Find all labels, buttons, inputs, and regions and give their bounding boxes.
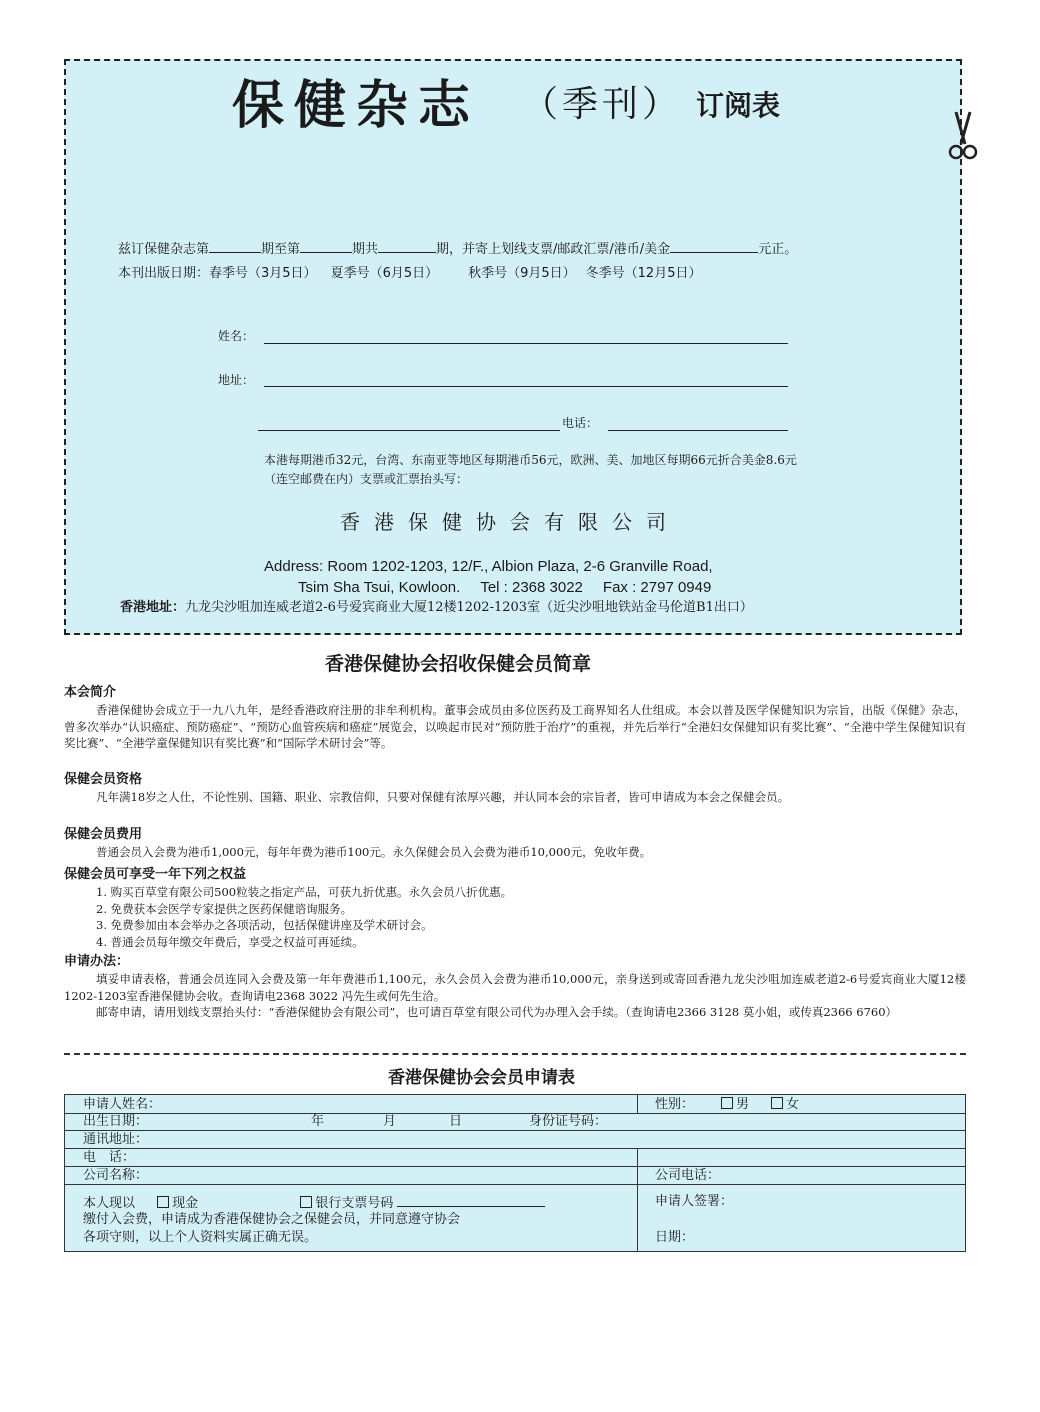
checkbox-icon[interactable] [771, 1097, 783, 1109]
declaration-line-2: 各项守则，以上个人资料实属正确无误。 [83, 1230, 318, 1245]
benefits-list [64, 884, 966, 950]
date-label: 日期： [655, 1230, 695, 1245]
gender-male-option[interactable]: 男 [721, 1097, 749, 1113]
company-phone-label: 公司电话： [655, 1168, 721, 1183]
scissors-icon [946, 110, 980, 162]
cash-checkbox-icon[interactable] [157, 1196, 169, 1208]
application-form [64, 1094, 966, 1252]
dob-year: 年 [311, 1114, 325, 1129]
apply-text-1: 填妥申请表格，普通会员连同入会费及第一年年费港币1,100元，永久会员入会费为港币10,000元，亲身送到或寄回香港九龙尖沙咀加连威老道2-6号爱宾商业大厦12楼1202-1203室香港保健协会收。查询请电2368 3022 冯先生或何先生洽。 [64, 972, 966, 1003]
gender-label: 性别： [655, 1097, 695, 1112]
row-divider [65, 1113, 965, 1114]
dob-day: 日 [449, 1114, 463, 1129]
subscription-line: 兹订保健杂志第 期至第 期共 期，并寄上划线支票/邮政汇票/港币/美金 元正。 [118, 242, 798, 257]
application-title: 香港保健协会会员申请表 [388, 1068, 575, 1088]
intro-text: 香港保健协会成立于一九八九年，是经香港政府注册的非牟利机构。董事会成员由多位医药及工商界知名人仕组成。本会以普及医学保健知识为宗旨，出版《保健》杂志，曾多次举办“认识癌症、预防癌症”、“预防心血管疾病和癌症”展览会，以唤起市民对“预防胜于治疗”的重视，并先后举行“全港妇女保健知识有奖比赛”、“全港中学生保健知识有奖比赛”、“全港学童保健知识有奖比赛”和“国际学术研讨会”等。 [64, 703, 966, 750]
col-divider [637, 1148, 638, 1252]
row-divider [65, 1166, 965, 1167]
benefit-item: 4. 普通会员每年缴交年费后，享受之权益可再延续。 [96, 934, 364, 949]
benefit-item: 1. 购买百草堂有限公司500粒装之指定产品，可获九折优惠。永久会员八折优惠。 [96, 885, 513, 899]
benefit-item: 2. 免费获本会医学专家提供之医药保健谘询服务。 [96, 901, 353, 916]
row-divider [65, 1148, 965, 1149]
cut-line [64, 1053, 966, 1055]
fee-heading: 保健会员费用 [64, 827, 143, 842]
issue-count-blank[interactable] [378, 240, 436, 253]
row-divider [65, 1184, 965, 1185]
address-label: 地址： [218, 373, 255, 387]
form-subtitle: 订阅表 [696, 89, 781, 122]
benefit-item: 3. 免费参加由本会举办之各项活动，包括保健讲座及学术研讨会。 [96, 918, 433, 932]
dob-month: 月 [383, 1114, 397, 1129]
intro-section [64, 684, 966, 752]
address-field-2[interactable] [258, 430, 560, 431]
qualification-section [64, 771, 966, 806]
start-issue-blank[interactable] [209, 240, 261, 253]
end-issue-blank[interactable] [300, 240, 352, 253]
apply-text-2: 邮寄申请，请用划线支票抬头付：“香港保健协会有限公司”，也可请百草堂有限公司代为办理入会手续。（查询请电2366 3128 莫小姐，或传真2366 6760） [96, 1005, 898, 1019]
gender-female-option[interactable]: 女 [771, 1097, 799, 1113]
fee-text: 普通会员入会费为港币1,000元，每年年费为港币100元。永久保健会员入会费为港币10,000元，免收年费。 [96, 845, 652, 859]
address-field[interactable] [264, 386, 788, 387]
declaration-line-1: 缴付入会费，申请成为香港保健协会之保健会员，并同意遵守协会 [83, 1212, 461, 1227]
name-field[interactable] [264, 343, 788, 344]
subscription-coupon [64, 59, 962, 635]
dob-label: 出生日期： [83, 1114, 149, 1129]
mailing-address-label: 通讯地址： [83, 1132, 149, 1147]
amount-blank[interactable] [670, 240, 758, 253]
publication-dates: 本刊出版日期：春季号（3月5日） 夏季号（6月5日） 秋季号（9月5日） 冬季号（12月5日） [118, 266, 702, 281]
row-divider [65, 1130, 965, 1131]
apply-section [64, 953, 966, 1021]
company-name-label: 公司名称： [83, 1168, 149, 1183]
qualification-heading: 保健会员资格 [64, 772, 143, 787]
company-name: 香港保健协会有限公司 [340, 510, 680, 534]
cheque-number-field[interactable] [397, 1194, 545, 1207]
phone-field[interactable] [608, 430, 788, 431]
price-info: 本港每期港币32元，台湾、东南亚等地区每期港币56元，欧洲、美、加地区每期66元折合美金8.6元（连空邮费在内）支票或汇票抬头写： [264, 453, 797, 486]
payment-line: 本人现以 现金 银行支票号码 [83, 1194, 545, 1212]
signature-label: 申请人签署： [655, 1194, 734, 1209]
col-divider [637, 1095, 638, 1113]
fee-section [64, 826, 966, 861]
magazine-title: 保健杂志 [232, 76, 481, 136]
benefits-section [64, 866, 966, 950]
checkbox-icon[interactable] [721, 1097, 733, 1109]
address-english-line-2: Tsim Sha Tsui, Kowloon. Tel : 2368 3022 Fax : 2797 0949 [298, 579, 712, 596]
name-label: 姓名： [218, 329, 255, 343]
phone-label: 电 话： [83, 1150, 136, 1165]
magazine-frequency: （季刊） [522, 84, 683, 125]
applicant-name-label: 申请人姓名： [83, 1097, 162, 1112]
membership-title: 香港保健协会招收保健会员简章 [325, 653, 592, 675]
intro-heading: 本会简介 [64, 685, 117, 700]
address-hong-kong: 香港地址：九龙尖沙咀加连威老道2-6号爱宾商业大厦12楼1202-1203室（近尖沙咀地铁站金马伦道B1出口） [120, 600, 753, 615]
phone-label: 电话： [562, 416, 599, 430]
benefits-heading: 保健会员可享受一年下列之权益 [64, 867, 247, 882]
apply-heading: 申请办法： [64, 954, 130, 969]
cheque-checkbox-icon[interactable] [300, 1196, 312, 1208]
id-number-label: 身份证号码： [529, 1114, 608, 1129]
address-english-line-1: Address: Room 1202-1203, 12/F., Albion Plaza, 2-6 Granville Road, [264, 558, 713, 575]
qualification-text: 凡年满18岁之人仕，不论性别、国籍、职业、宗教信仰，只要对保健有浓厚兴趣，并认同本会的宗旨者，皆可申请成为本会之保健会员。 [96, 790, 790, 804]
